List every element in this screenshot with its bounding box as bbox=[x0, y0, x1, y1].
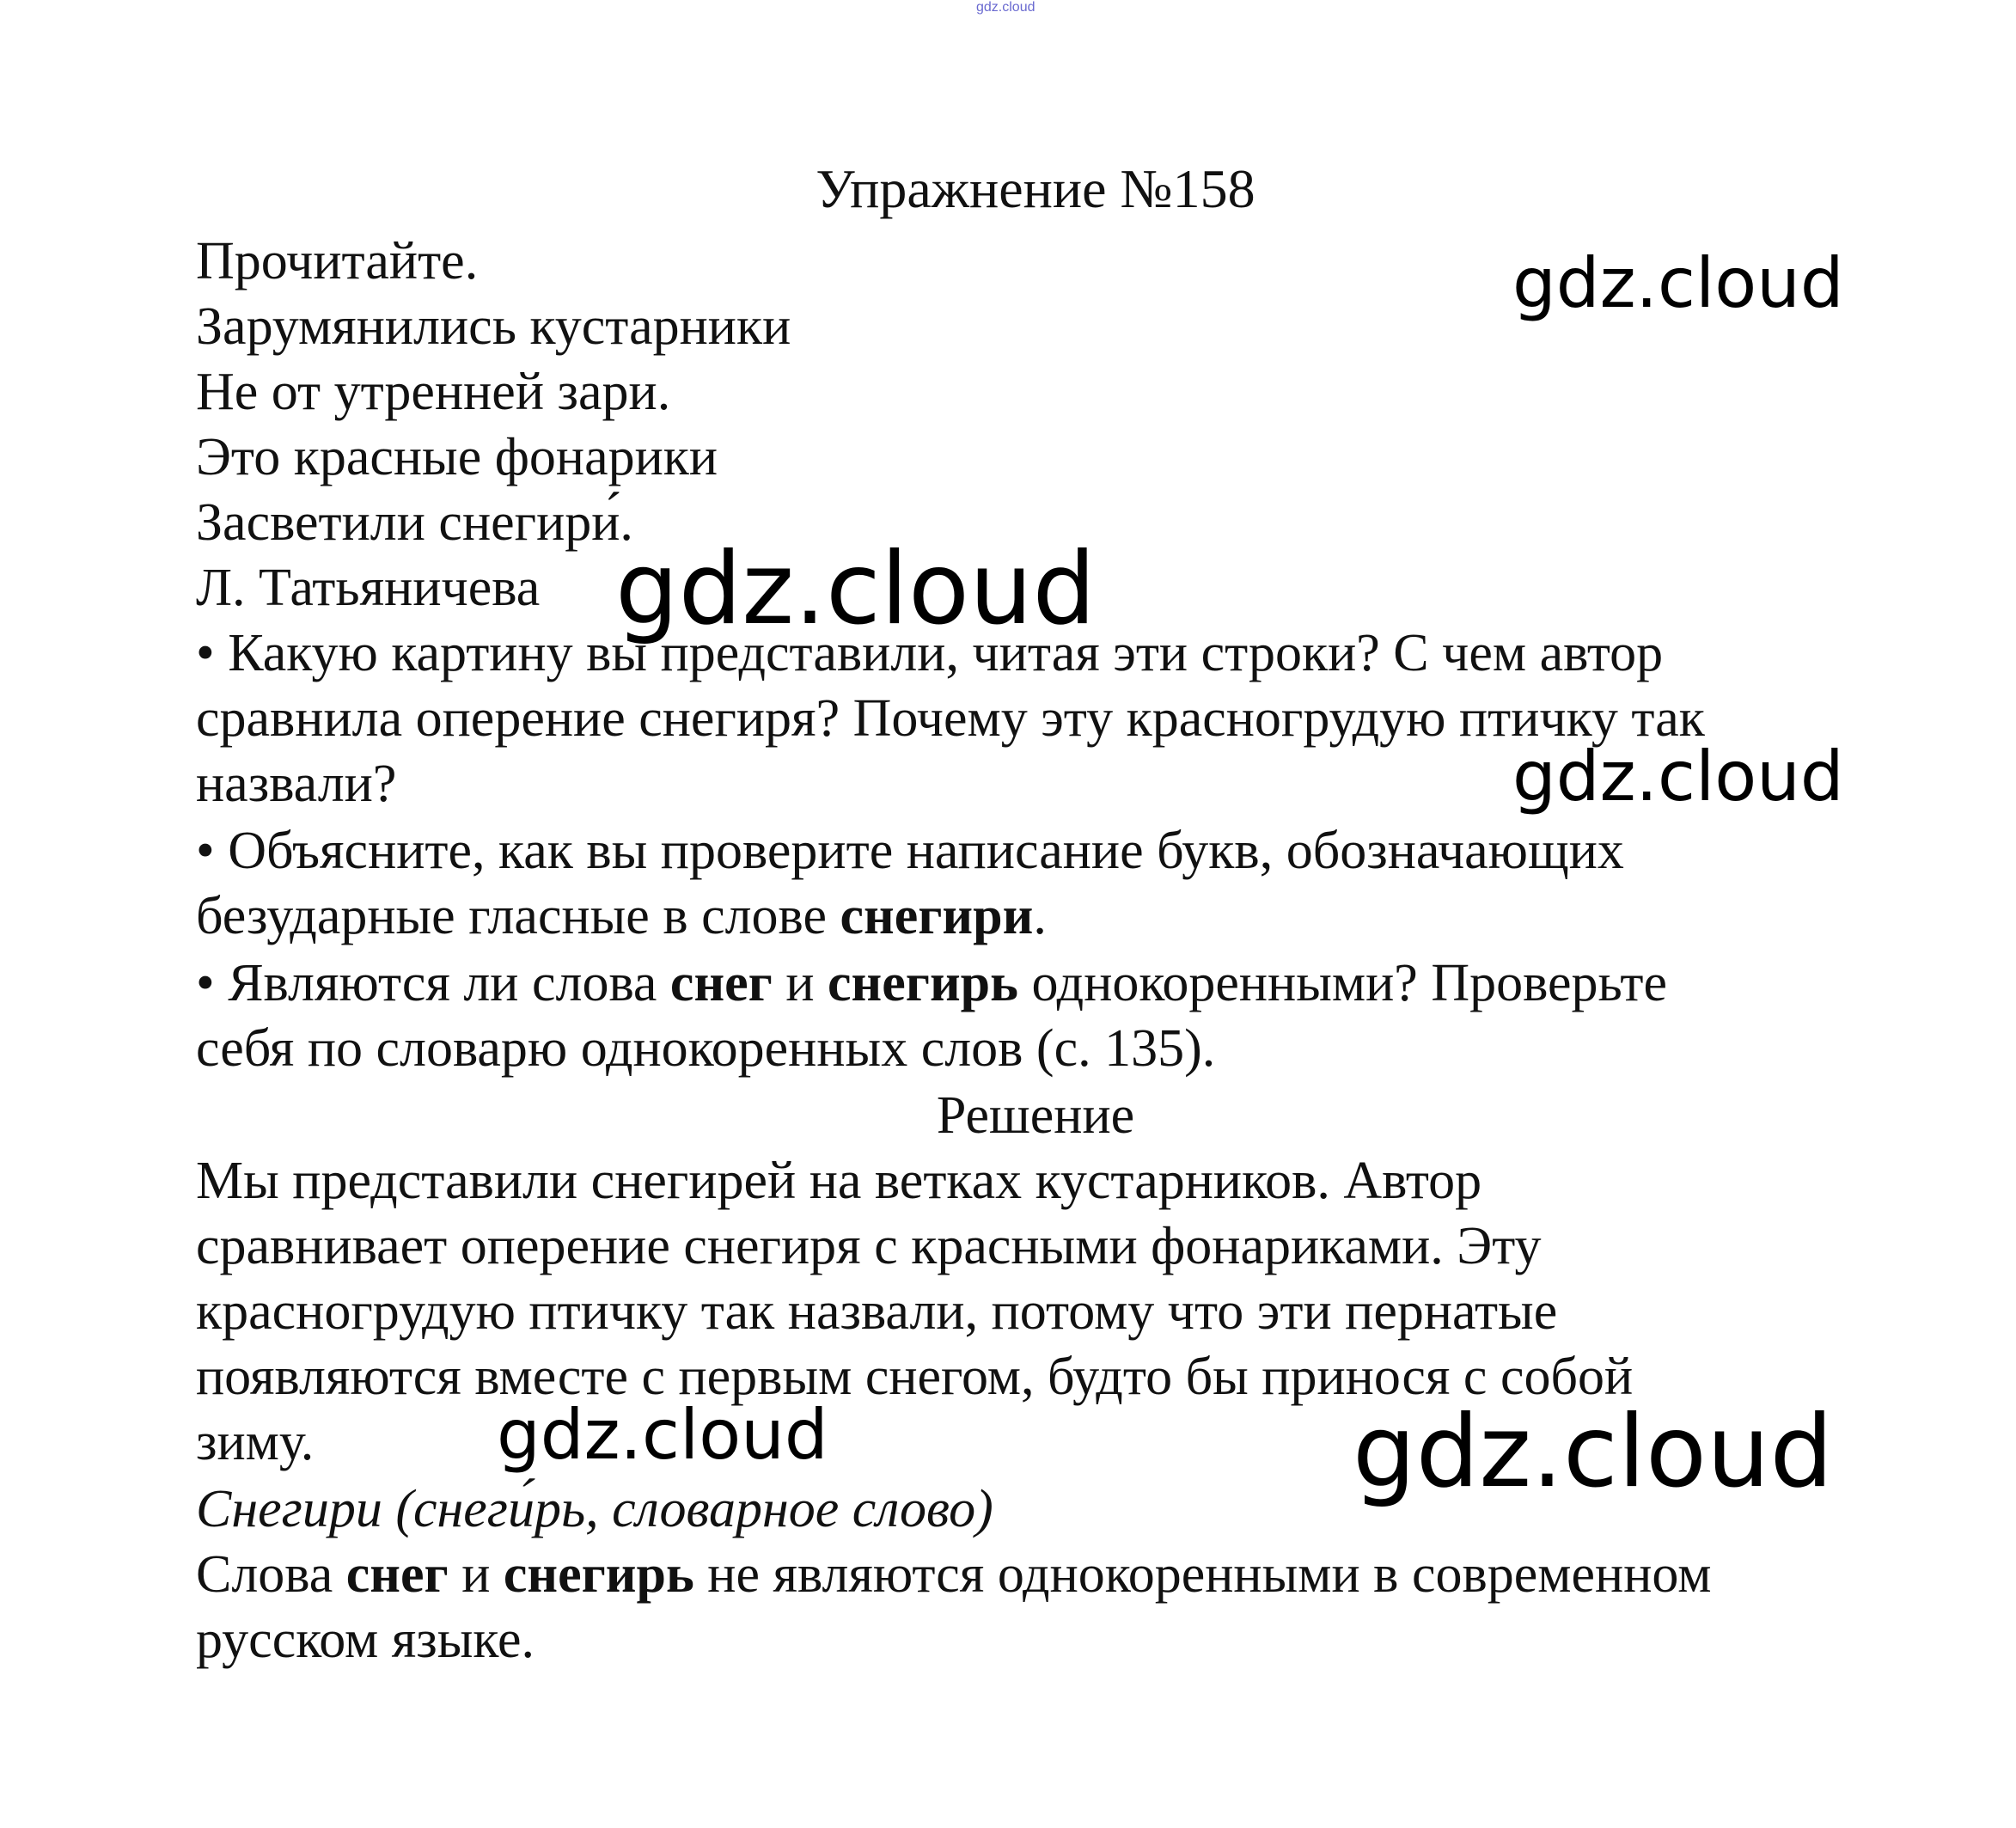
page-title: Упражнение №158 bbox=[816, 158, 1255, 219]
question-line bbox=[196, 951, 1667, 1016]
poem-author: Л. Татьяничева bbox=[196, 559, 541, 617]
bold-word: снег bbox=[669, 954, 773, 1012]
poem-line: Не от утренней зари. bbox=[196, 363, 671, 421]
watermark: gdz.cloud bbox=[497, 1395, 828, 1475]
answer-line: появляются вместе с первым снегом, будто бы принося с собой bbox=[196, 1348, 1634, 1406]
text-run: однокоренными? Проверьте bbox=[1017, 954, 1668, 1012]
dictionary-note: Снегири (снеги́рь, словарное слово) bbox=[196, 1480, 993, 1538]
bold-word: снег bbox=[345, 1545, 449, 1604]
question-line: себя по словарю однокоренных слов (с. 135). bbox=[196, 1019, 1216, 1078]
question-line: назвали? bbox=[196, 755, 397, 813]
text-run: безударные гласные в слове bbox=[196, 887, 840, 945]
question-line bbox=[196, 883, 1047, 949]
answer-line: красногрудую птичку так назвали, потому что эти пернатые bbox=[196, 1282, 1558, 1341]
watermark: gdz.cloud bbox=[1353, 1394, 1834, 1510]
bold-word: снегирь bbox=[828, 954, 1018, 1012]
bold-word: снегири bbox=[840, 887, 1034, 945]
poem-line: Засветили снегири́. bbox=[196, 493, 633, 552]
text-run: и bbox=[448, 1545, 504, 1604]
answer-line: сравнивает оперение снегиря с красными фонариками. Эту bbox=[196, 1217, 1542, 1275]
bold-word: снегирь bbox=[503, 1545, 694, 1604]
question-line: сравнила оперение снегиря? Почему эту красногрудую птичку так bbox=[196, 689, 1705, 748]
answer-line bbox=[196, 1542, 1711, 1607]
text-run: • Являются ли слова bbox=[196, 954, 670, 1012]
text-run: и bbox=[772, 954, 828, 1012]
answer-line: Мы представили снегирей на ветках кустарников. Автор bbox=[196, 1152, 1482, 1210]
text-run: . bbox=[1033, 887, 1047, 945]
solution-heading: Решение bbox=[936, 1086, 1135, 1145]
question-line: • Какую картину вы представили, читая эти строки? С чем автор bbox=[196, 624, 1664, 682]
question-line: • Объясните, как вы проверите написание букв, обозначающих bbox=[196, 822, 1624, 880]
text-run: не являются однокоренными в современном bbox=[693, 1545, 1712, 1604]
site-mark: gdz.cloud bbox=[976, 0, 1035, 15]
poem-line: Это красные фонарики bbox=[196, 428, 718, 486]
poem-line: Зарумянились кустарники bbox=[196, 297, 791, 356]
watermark: gdz.cloud bbox=[1512, 243, 1844, 323]
watermark: gdz.cloud bbox=[1512, 737, 1844, 816]
text-run: Слова bbox=[196, 1545, 346, 1604]
watermark: gdz.cloud bbox=[615, 531, 1097, 647]
answer-line: зиму. bbox=[196, 1413, 315, 1471]
task-intro: Прочитайте. bbox=[196, 232, 479, 290]
answer-line: русском языке. bbox=[196, 1611, 535, 1669]
